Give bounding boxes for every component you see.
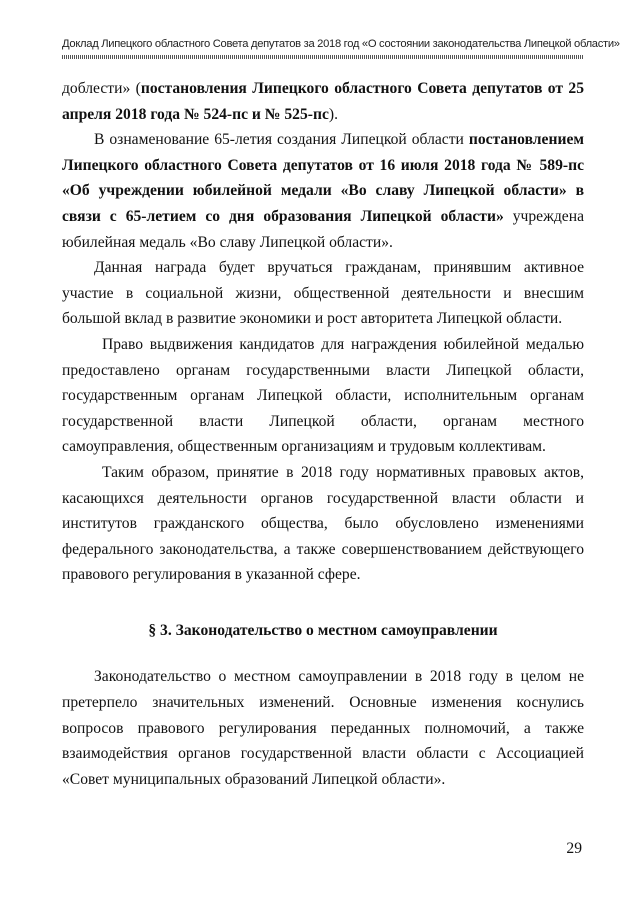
paragraph-text: ). bbox=[328, 105, 338, 123]
paragraph-medal-establishment bbox=[62, 127, 584, 255]
running-header: Доклад Липецкого областного Совета депутатов за 2018 год «О состоянии законодательства Липецкой области» bbox=[62, 38, 620, 50]
paragraph-continuation bbox=[62, 76, 584, 127]
paragraph-local-government: Законодательство о местном самоуправлении в 2018 году в целом не претерпело значительных изменений. Основные изменения коснулись вопросов правового регулирования переданных полномочий, а также взаимодействия органов государственной власти области с Ассоциацией «Совет муниципальных образований Липецкой области». bbox=[62, 668, 584, 788]
paragraph-conclusion: Таким образом, принятие в 2018 году нормативных правовых актов, касающихся деятельности органов государственной власти области и институтов гражданского общества, было обусловлено изменениями федерального законодательства, а также совершенствованием действующего правового регулирования в указанной сфере. bbox=[62, 463, 584, 584]
page-number: 29 bbox=[566, 840, 582, 857]
paragraph-text: учреждена юбилейная медаль «Во славу Липецкой области». bbox=[62, 207, 584, 251]
paragraph-bold-reference: постановлением Липецкого областного Совета депутатов от 16 июля 2018 года № 589-пс «Об учреждении юбилейной медали «Во славу Липецкой области» в связи с 65-летием со дня образования Липецкой области» bbox=[62, 131, 584, 225]
paragraph-nomination-right: Право выдвижения кандидатов для награждения юбилейной медалью предоставлено органам государственными власти Липецкой области, государственным органам Липецкой области, исполнительным органам государственной власти Липецкой области, органам местного самоуправления, общественным организациям и трудовым коллективам. bbox=[62, 335, 584, 456]
section-heading: § 3. Законодательство о местном самоуправлении bbox=[148, 621, 498, 639]
paragraph-bold-reference: постановления Липецкого областного Совета депутатов от 25 апреля 2018 года № 524-пс и № 525-пс bbox=[62, 80, 584, 123]
paragraph-award-recipients: Данная награда будет вручаться гражданам, принявшим активное участие в социальной жизни, общественной деятельности и внесшим большой вклад в развитие экономики и рост авторитета Липецкой области. bbox=[62, 259, 584, 328]
document-body bbox=[62, 76, 584, 792]
header-rule bbox=[62, 55, 584, 59]
paragraph-text: доблести» ( bbox=[62, 80, 141, 97]
paragraph-text: В ознаменование 65-летия создания Липецкой области bbox=[94, 131, 469, 149]
